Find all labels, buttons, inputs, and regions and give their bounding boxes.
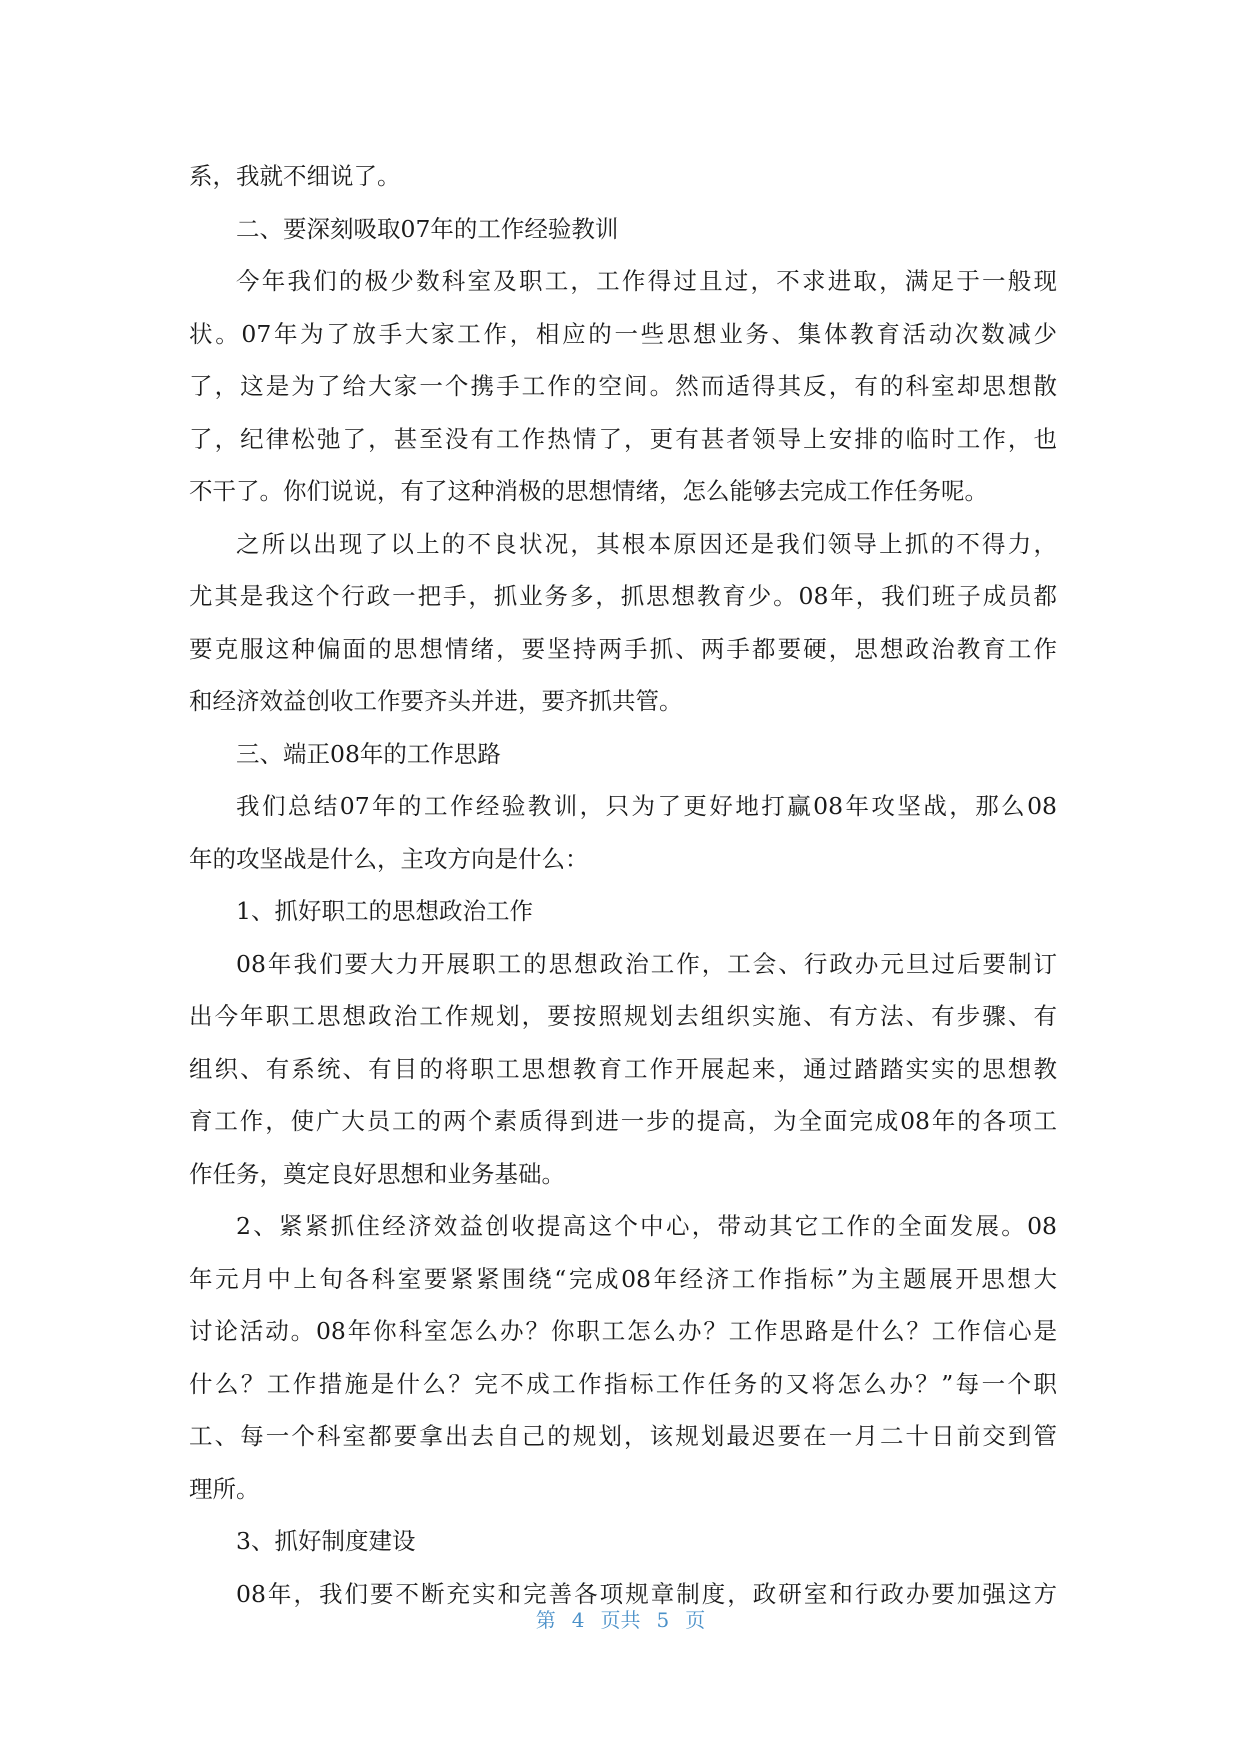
- text-line: 3、抓好制度建设: [236, 1527, 416, 1555]
- text-line: 作任务，奠定良好思想和业务基础。: [189, 1159, 565, 1188]
- text-line: 08年，我们要不断充实和完善各项规章制度，政研室和行政办要加强这方: [236, 1579, 1057, 1608]
- text-line: 之所以出现了以上的不良状况，其根本原因还是我们领导上抓的不得力，: [236, 529, 1057, 558]
- footer-suffix: 页: [685, 1608, 706, 1632]
- text-line: 理所。: [189, 1474, 260, 1503]
- text-line: 2、紧紧抓住经济效益创收提高这个中心，带动其它工作的全面发展。08: [236, 1212, 1057, 1240]
- text-line: 08年我们要大力开展职工的思想政治工作，工会、行政办元旦过后要制订: [236, 949, 1057, 978]
- text-line: 年元月中上旬各科室要紧紧围绕“完成08年经济工作指标”为主题展开思想大: [189, 1264, 1057, 1293]
- text-line: 组织、有系统、有目的将职工思想教育工作开展起来，通过踏踏实实的思想教: [189, 1054, 1057, 1083]
- text-line: 不干了。你们说说，有了这种消极的思想情绪，怎么能够去完成工作任务呢。: [189, 477, 988, 505]
- text-line: 工、每一个科室都要拿出去自己的规划，该规划最迟要在一月二十日前交到管: [189, 1422, 1057, 1450]
- footer-prefix: 第: [535, 1608, 556, 1632]
- page-footer: [0, 1604, 1241, 1633]
- text-line: 二、要深刻吸取07年的工作经验教训: [236, 214, 619, 243]
- text-line: 讨论活动。08年你科室怎么办？你职工怎么办？工作思路是什么？工作信心是: [189, 1317, 1057, 1345]
- text-line: 和经济效益创收工作要齐头并进，要齐抓共管。: [189, 687, 683, 715]
- footer-current-page: 4: [571, 1608, 585, 1632]
- text-line: 我们总结07年的工作经验教训，只为了更好地打赢08年攻坚战，那么08: [236, 792, 1057, 820]
- footer-total-pages: 5: [656, 1608, 670, 1632]
- text-line: 1、抓好职工的思想政治工作: [236, 897, 533, 925]
- text-line: 状。07年为了放手大家工作，相应的一些思想业务、集体教育活动次数减少: [189, 319, 1057, 348]
- text-line: 了，这是为了给大家一个携手工作的空间。然而适得其反，有的科室却思想散: [189, 372, 1057, 400]
- footer-middle: 页共: [600, 1608, 641, 1632]
- text-line: 三、端正08年的工作思路: [236, 739, 501, 768]
- text-line: 年的攻坚战是什么，主攻方向是什么：: [189, 844, 589, 873]
- text-line: 尤其是我这个行政一把手，抓业务多，抓思想教育少。08年，我们班子成员都: [189, 582, 1057, 610]
- text-line: 系，我就不细说了。: [189, 162, 401, 190]
- text-line: 出今年职工思想政治工作规划，要按照规划去组织实施、有方法、有步骤、有: [189, 1002, 1057, 1030]
- text-line: 了，纪律松弛了，甚至没有工作热情了，更有甚者领导上安排的临时工作，也: [189, 424, 1057, 453]
- text-line: 什么？工作措施是什么？完不成工作指标工作任务的又将怎么办？”每一个职: [189, 1369, 1057, 1398]
- text-line: 今年我们的极少数科室及职工，工作得过且过，不求进取，满足于一般现: [236, 267, 1057, 295]
- document-body: [189, 150, 1057, 1620]
- text-line: 育工作，使广大员工的两个素质得到进一步的提高，为全面完成08年的各项工: [189, 1107, 1057, 1135]
- text-line: 要克服这种偏面的思想情绪，要坚持两手抓、两手都要硬，思想政治教育工作: [189, 634, 1057, 663]
